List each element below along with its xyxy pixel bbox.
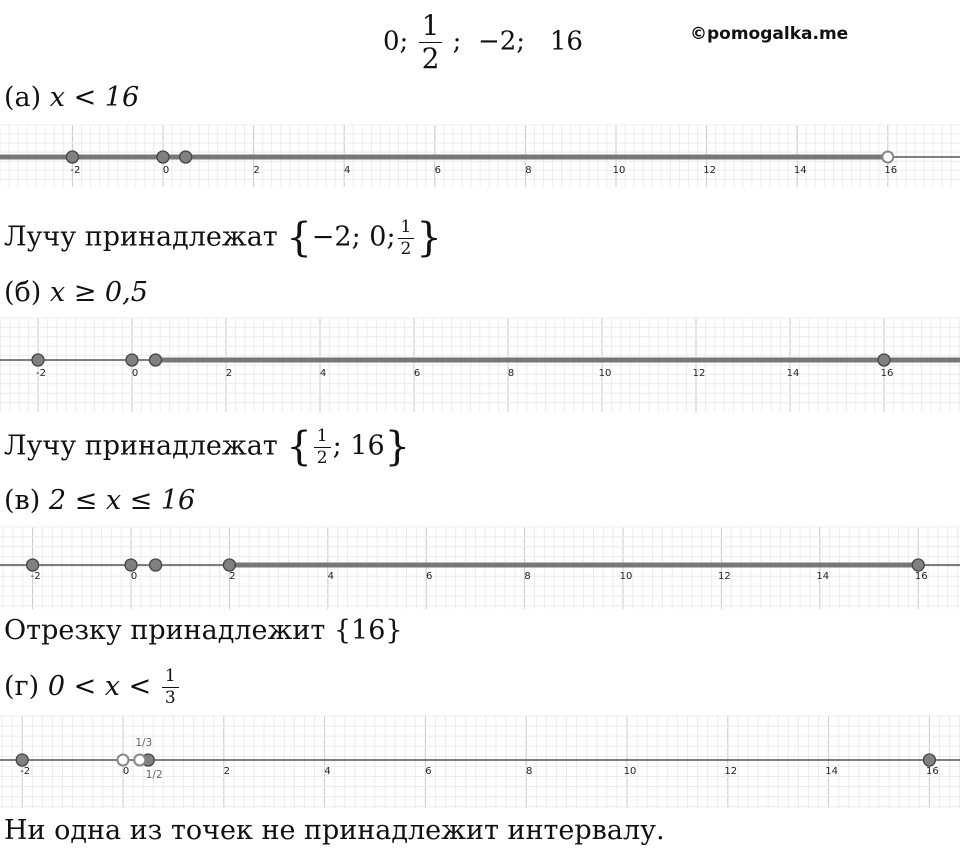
tick-label: 4 — [324, 766, 331, 777]
section-a-heading — [4, 82, 139, 113]
tick-label: 14 — [825, 766, 838, 777]
filled-point — [223, 559, 235, 571]
section-b-conclusion — [4, 424, 411, 470]
filled-point — [912, 559, 924, 571]
tick-label: -2 — [70, 165, 81, 176]
filled-point — [66, 151, 78, 163]
tick-label: 6 — [434, 165, 441, 176]
filled-point — [150, 559, 162, 571]
tick-label: 4 — [319, 368, 327, 379]
tick-label: 10 — [619, 571, 633, 582]
open-point — [118, 755, 129, 766]
section-c-label: (в) — [4, 485, 41, 516]
section-b-heading — [4, 277, 148, 308]
tick-label: 2 — [253, 165, 260, 176]
section-d-conclusion: Ни одна из точек не принадлежит интервалу. — [4, 815, 665, 846]
tick-label: 0 — [131, 368, 139, 379]
filled-point — [923, 754, 935, 766]
tick-label: 2 — [223, 766, 230, 777]
open-point — [134, 755, 145, 766]
given-fraction — [419, 9, 443, 75]
tick-label: 12 — [703, 165, 716, 176]
fraction-numerator: 1 — [398, 219, 415, 239]
section-c-condition: 2 ≤ x ≤ 16 — [48, 485, 196, 516]
tick-label: 10 — [623, 766, 637, 777]
number-line-c — [0, 527, 960, 609]
section-d-heading — [4, 668, 181, 707]
section-b-fraction — [314, 425, 331, 468]
filled-point — [150, 354, 162, 366]
tick-label: -2 — [20, 766, 31, 777]
fraction-denominator: 3 — [164, 688, 176, 708]
section-a-fraction — [398, 216, 415, 259]
tick-label: 0 — [122, 766, 130, 777]
section-a-label: (а) — [4, 82, 42, 113]
tick-label: 8 — [524, 571, 531, 582]
section-b-condition: x ≥ 0,5 — [49, 277, 148, 308]
point-label: 1/3 — [135, 737, 153, 749]
tick-label: 16 — [884, 165, 898, 176]
tick-label: 12 — [718, 571, 731, 582]
tick-label: 14 — [793, 165, 807, 176]
tick-label: 2 — [229, 571, 236, 582]
section-b-conclusion-text: Лучу принадлежат — [4, 430, 278, 462]
open-brace-icon: { — [286, 424, 312, 470]
section-a-conclusion — [4, 215, 442, 261]
section-d-label: (г) — [4, 671, 40, 702]
section-a-conclusion-text: Лучу принадлежат — [4, 221, 278, 253]
tick-label: 16 — [914, 571, 928, 582]
filled-point — [16, 754, 28, 766]
tick-label: 8 — [525, 165, 532, 176]
section-b-set: ; 16 — [332, 430, 385, 462]
fraction-denominator: 2 — [316, 447, 328, 468]
section-d-fraction — [162, 668, 179, 707]
given-fraction-denominator: 2 — [421, 42, 440, 75]
fraction-denominator: 2 — [400, 238, 412, 259]
tick-label: 10 — [612, 165, 626, 176]
point-label: 1/2 — [145, 769, 163, 781]
given-numbers — [383, 9, 583, 75]
filled-point — [125, 559, 137, 571]
filled-point — [878, 354, 890, 366]
open-brace-icon: { — [286, 215, 312, 261]
filled-point — [32, 354, 44, 366]
tick-label: 6 — [413, 368, 421, 379]
fraction-numerator: 1 — [314, 428, 331, 448]
section-b-label: (б) — [4, 277, 42, 308]
section-d-condition: 0 < x < — [47, 671, 152, 702]
given-numbers-start: 0; — [383, 26, 409, 57]
filled-point — [27, 559, 39, 571]
number-line-b — [0, 318, 960, 412]
tick-label: 0 — [162, 165, 170, 176]
tick-label: 8 — [526, 766, 533, 777]
close-brace-icon: } — [384, 424, 411, 470]
open-point — [882, 152, 893, 163]
tick-label: 14 — [816, 571, 830, 582]
section-c-conclusion: Отрезку принадлежит {16} — [4, 615, 403, 646]
tick-label: 16 — [926, 766, 939, 777]
fraction-numerator: 1 — [162, 668, 179, 688]
tick-label: 6 — [425, 766, 432, 777]
filled-point — [157, 151, 169, 163]
tick-label: 12 — [724, 766, 738, 777]
tick-label: 4 — [344, 165, 351, 176]
filled-point — [126, 354, 138, 366]
tick-label: 14 — [786, 368, 800, 379]
number-line-a — [0, 125, 960, 187]
tick-label: 4 — [327, 571, 334, 582]
tick-label: 6 — [426, 571, 433, 582]
given-numbers-end: ; −2; 16 — [452, 26, 583, 57]
section-a-condition: x < 16 — [49, 82, 140, 113]
tick-label: -2 — [30, 571, 41, 582]
tick-label: -2 — [36, 368, 46, 379]
given-fraction-numerator: 1 — [419, 12, 443, 43]
tick-label: 12 — [692, 368, 706, 379]
close-brace-icon: } — [416, 215, 442, 261]
tick-label: 2 — [225, 368, 233, 379]
filled-point — [180, 151, 192, 163]
tick-label: 8 — [507, 368, 515, 379]
tick-label: 0 — [130, 571, 138, 582]
number-line-d — [0, 716, 960, 808]
section-a-set: −2; 0; — [311, 221, 396, 253]
tick-label: 16 — [880, 368, 894, 379]
watermark: ©pomogalka.me — [690, 24, 849, 44]
tick-label: 10 — [598, 368, 612, 379]
section-c-heading — [4, 485, 195, 516]
